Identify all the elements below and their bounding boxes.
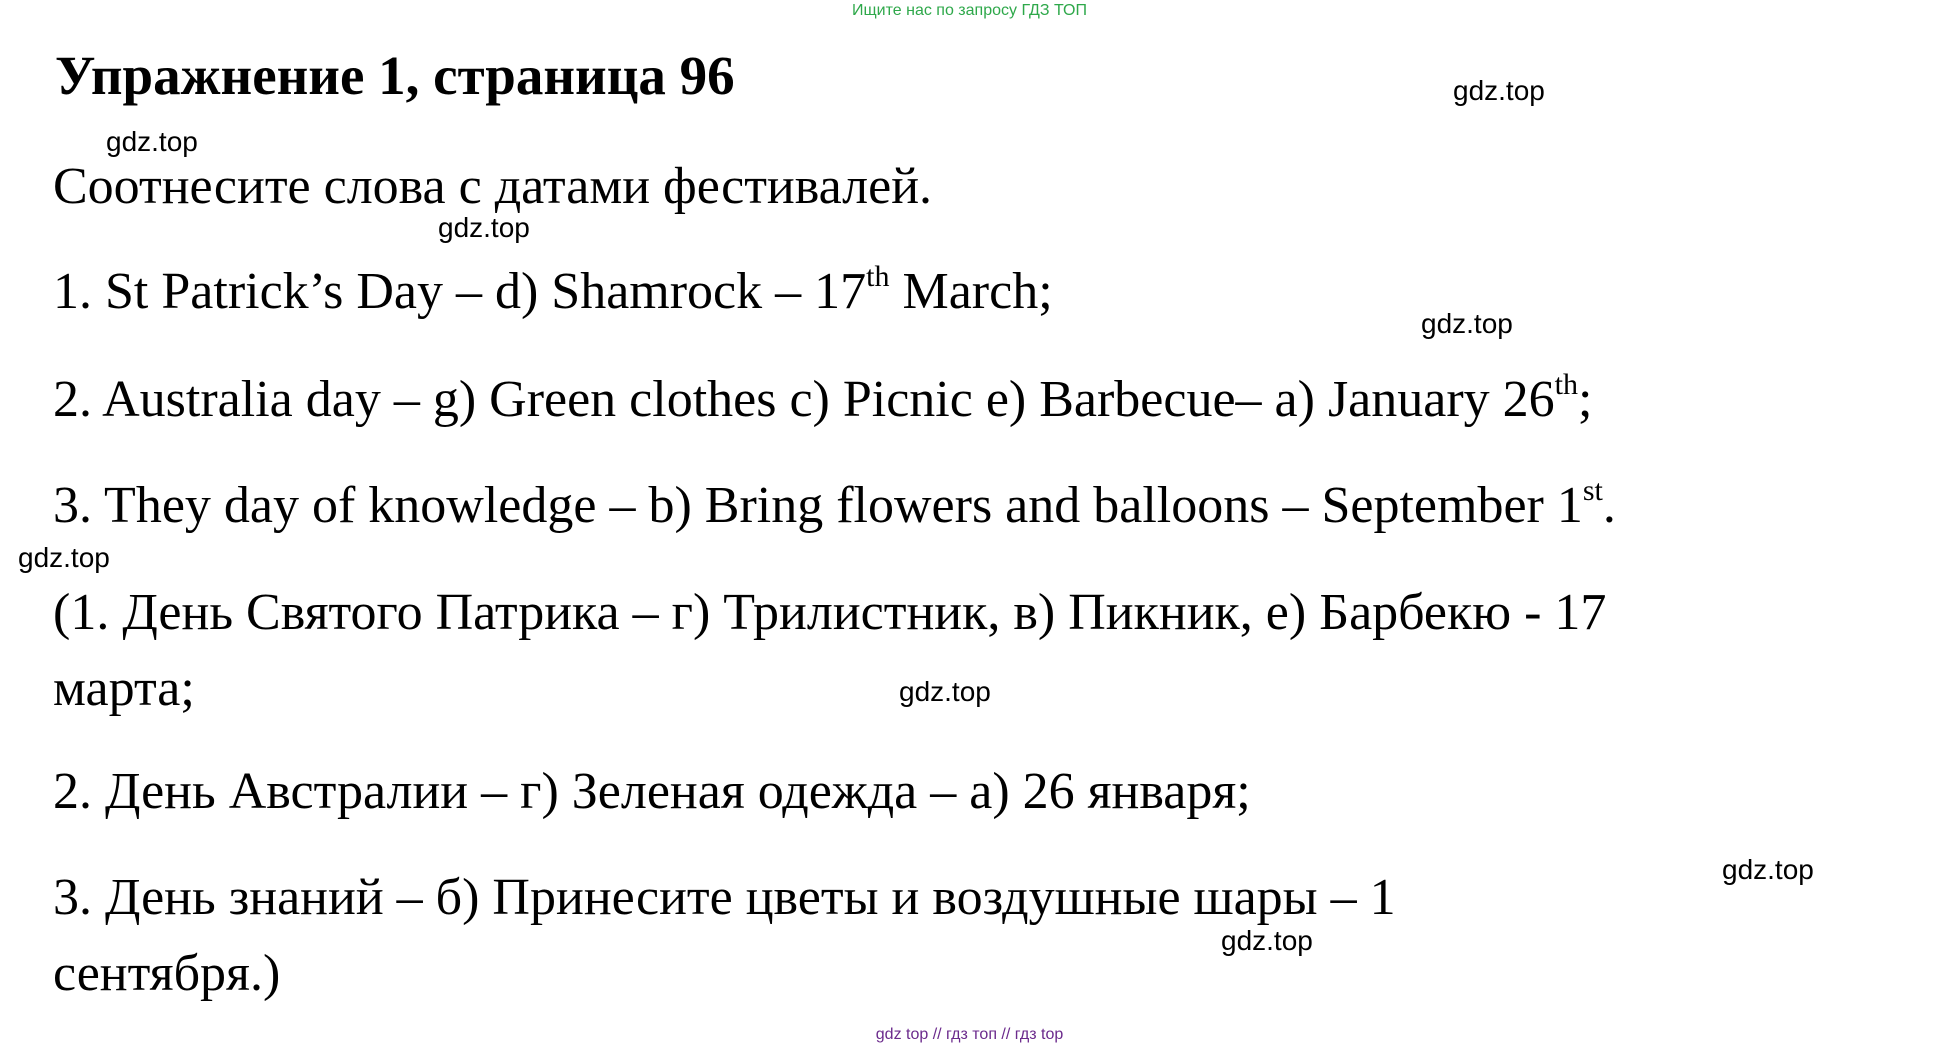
answer-en-2-text: 2. Australia day – g) Green clothes c) Picnic e) Barbecue– a) January 26 xyxy=(53,371,1555,428)
footer-links: gdz top // гдз топ // гдз top xyxy=(875,1026,1064,1043)
answer-en-3-sup: st xyxy=(1582,473,1603,507)
answer-en-3-tail: . xyxy=(1602,477,1616,534)
answer-ru-2: 2. День Австралии – г) Зеленая одежда – а) 26 января; xyxy=(53,763,1251,820)
top-banner: Ищите нас по запросу ГДЗ ТОП xyxy=(852,2,1087,19)
answer-ru-3-line2: сентября.) xyxy=(53,945,281,1002)
answer-ru-3-line1: 3. День знаний – б) Принесите цветы и воздушные шары – 1 xyxy=(53,869,1396,926)
answer-en-3-text: 3. They day of knowledge – b) Bring flowers and balloons – September 1 xyxy=(53,477,1583,534)
answer-ru-1-line1: (1. День Святого Патрика – г) Трилистник, в) Пикник, е) Барбекю - 17 xyxy=(53,584,1607,641)
answer-en-2-sup: th xyxy=(1554,367,1578,401)
watermark: gdz.top xyxy=(1421,308,1513,339)
watermark: gdz.top xyxy=(1221,925,1313,956)
answer-en-1-tail: March; xyxy=(889,263,1053,320)
watermark: gdz.top xyxy=(106,126,198,157)
watermark: gdz.top xyxy=(899,676,991,707)
answer-en-1-sup: th xyxy=(866,259,890,293)
answer-en-3 xyxy=(53,473,1616,535)
answer-en-1-text: 1. St Patrick’s Day – d) Shamrock – 17 xyxy=(53,263,867,320)
answer-en-2-tail: ; xyxy=(1578,371,1593,428)
watermark: gdz.top xyxy=(438,212,530,243)
page-title: Упражнение 1, страница 96 xyxy=(55,45,735,106)
watermark: gdz.top xyxy=(18,542,110,573)
watermark: gdz.top xyxy=(1453,75,1545,106)
answer-en-1 xyxy=(53,259,1053,321)
watermark: gdz.top xyxy=(1722,854,1814,885)
instruction: Соотнесите слова с датами фестивалей. xyxy=(53,158,933,215)
answer-en-2 xyxy=(53,367,1593,429)
answer-ru-1-line2: марта; xyxy=(53,660,195,717)
